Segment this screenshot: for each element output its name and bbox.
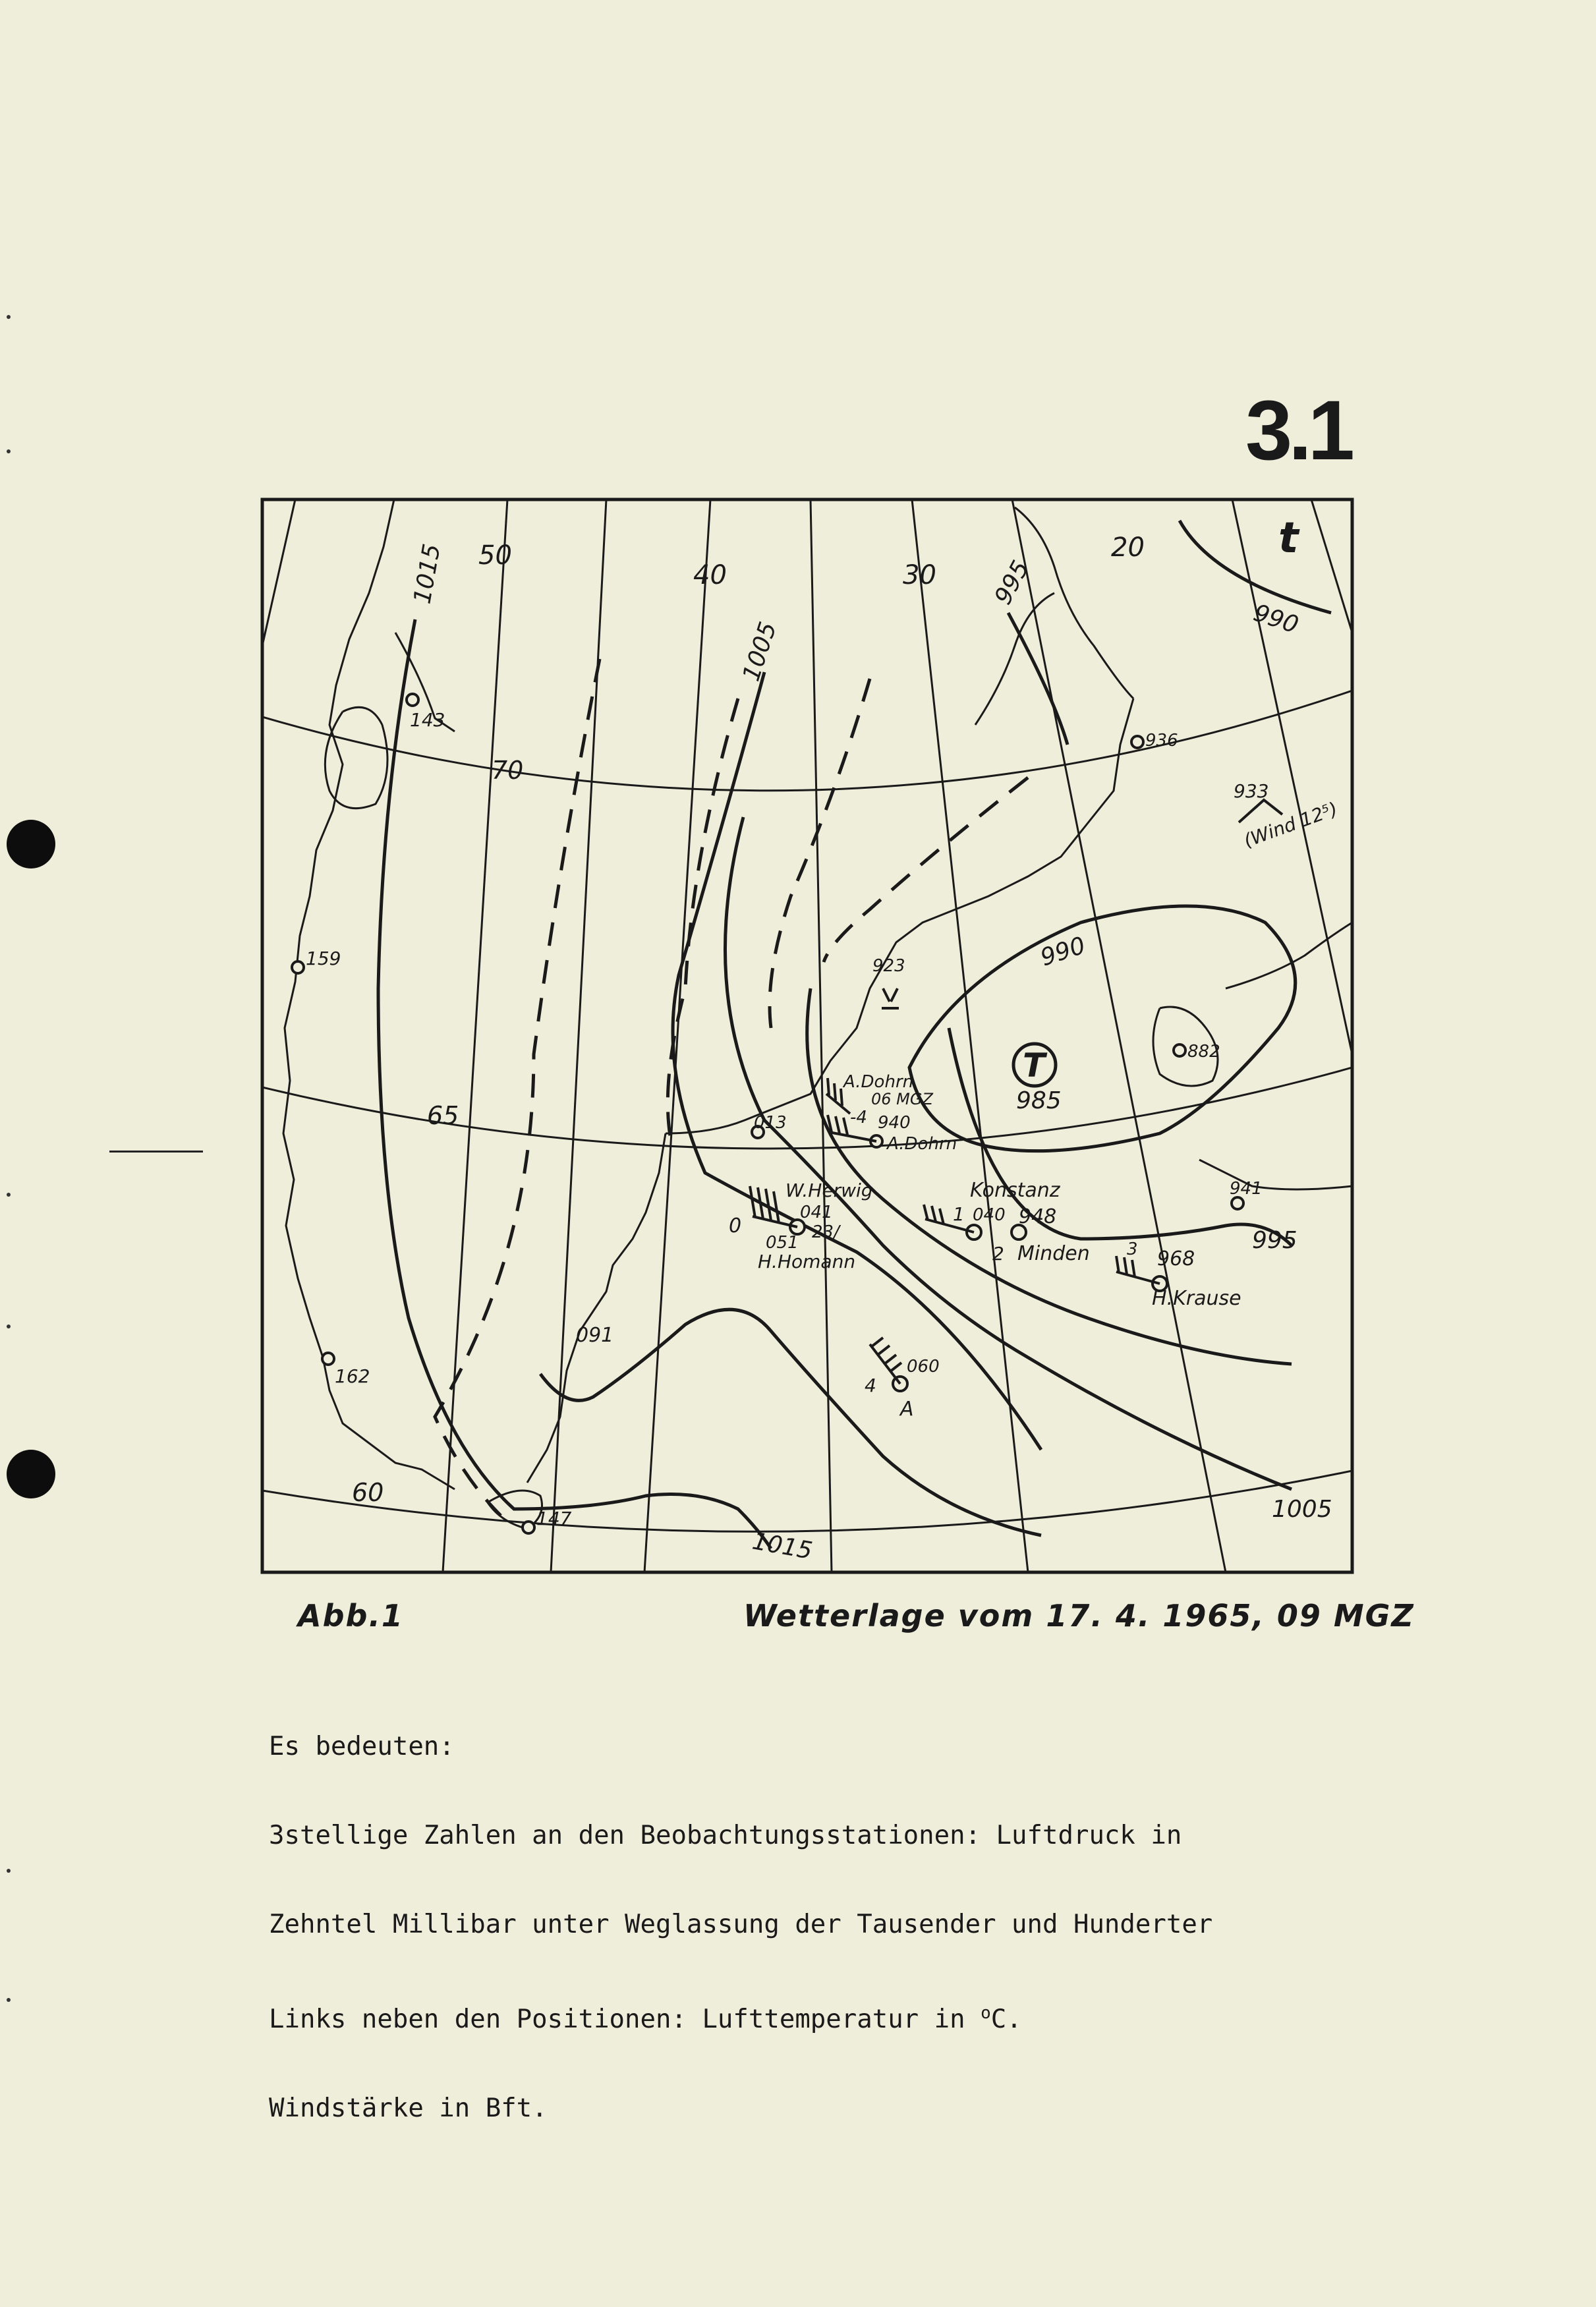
station-minden-pressure: 948 (1019, 1205, 1057, 1228)
station-a-pressure: 060 (907, 1357, 940, 1377)
station-adohrn-2: A.Dohrn (887, 1134, 957, 1154)
map-labels (306, 514, 1340, 1565)
station-wherwig-pressure: 041 (800, 1203, 833, 1222)
isobar-label-1015-top: 1015 (409, 542, 446, 606)
corner-symbol: t (1278, 514, 1299, 563)
station-konstanz: Konstanz (970, 1179, 1060, 1202)
degree-sign: o (981, 2003, 991, 2023)
wind-note: (Wind 12⁵) (1241, 797, 1341, 852)
station-konstanz-temp: 1 (953, 1203, 965, 1225)
isobar-label-1005-right: 1005 (1272, 1496, 1332, 1523)
station-159: 159 (306, 948, 341, 969)
station-wherwig: W.Herwig (785, 1180, 873, 1201)
legend-line: 3stellige Zahlen an den Beobachtungsstationen: Luftdruck in (269, 1821, 1182, 1850)
low-value: 985 (1016, 1087, 1062, 1114)
meridian-label-30: 30 (903, 560, 936, 590)
legend-line (269, 1999, 1212, 2034)
legend-line-text: Links neben den Positionen: Lufttemperatur in (269, 2005, 981, 2034)
isobar-label-1015-bottom: 1015 (750, 1527, 814, 1565)
legend-text (269, 1672, 1212, 2153)
station-941: 941 (1230, 1179, 1263, 1199)
station-minden: Minden (1017, 1242, 1090, 1265)
isobars (378, 521, 1331, 1549)
legend-line: Zehntel Millibar unter Weglassung der Tausender und Hunderter (269, 1910, 1213, 1939)
station-936: 936 (1145, 731, 1178, 751)
isobar-label-990-low: 990 (1037, 932, 1089, 972)
meridian-label-20: 20 (1111, 532, 1145, 563)
meridian-label-50: 50 (478, 540, 512, 571)
page-number: 3.1 (1245, 384, 1351, 478)
isobar-label-1005-top: 1005 (737, 618, 782, 685)
station-minden-temp: 2 (992, 1243, 1004, 1265)
margin-dot (7, 1998, 11, 2002)
station-hhomann: H.Homann (758, 1251, 856, 1272)
legend-line-unit: C. (990, 2005, 1022, 2034)
isobar-label-091: 091 (576, 1324, 614, 1347)
parallel-label-60: 60 (352, 1478, 384, 1507)
figure-number: Abb.1 (298, 1598, 404, 1634)
station-hhomann-pressure: 051 (766, 1233, 799, 1253)
station-882: 882 (1187, 1042, 1220, 1062)
station-923: 923 (872, 956, 905, 976)
legend-line: Es bedeuten: (269, 1732, 455, 1761)
station-hhomann-wind: 23/ (812, 1222, 840, 1242)
isobar-label-995-top: 995 (989, 556, 1035, 610)
station-147: 147 (536, 1508, 572, 1529)
station-013: 013 (754, 1113, 787, 1133)
station-wherwig-temp: 0 (729, 1214, 742, 1238)
isobar-label-990-top: 990 (1250, 599, 1302, 639)
station-hkrause: H.Krause (1152, 1287, 1241, 1310)
legend-line: Windstärke in Bft. (269, 2093, 548, 2123)
station-konstanz-pressure: 040 (973, 1205, 1006, 1225)
station-adohrn-1: A.Dohrn (843, 1072, 914, 1092)
station-adohrn-1-temp: -4 (850, 1108, 867, 1127)
coastline (283, 499, 1352, 1529)
station-adohrn-1-pressure: 940 (878, 1113, 911, 1133)
isobar-label-995-right: 995 (1252, 1227, 1297, 1254)
station-hkrause-pressure: 968 (1157, 1247, 1195, 1270)
parallels (262, 691, 1352, 1531)
margin-dot (7, 1869, 11, 1873)
low-symbol: T (1023, 1046, 1046, 1085)
station-143: 143 (410, 709, 445, 731)
figure-caption: Wetterlage vom 17. 4. 1965, 09 MGZ (743, 1598, 1415, 1634)
parallel-label-65: 65 (427, 1101, 459, 1130)
station-hkrause-temp: 3 (1127, 1239, 1138, 1259)
station-a-temp: 4 (865, 1375, 876, 1396)
parallel-label-70: 70 (492, 756, 524, 785)
station-933: 933 (1234, 780, 1269, 802)
station-162: 162 (335, 1365, 370, 1387)
station-adohrn-1-time: 06 MGZ (871, 1090, 933, 1108)
meridian-label-40: 40 (693, 560, 727, 590)
station-a-label: A (900, 1398, 914, 1421)
